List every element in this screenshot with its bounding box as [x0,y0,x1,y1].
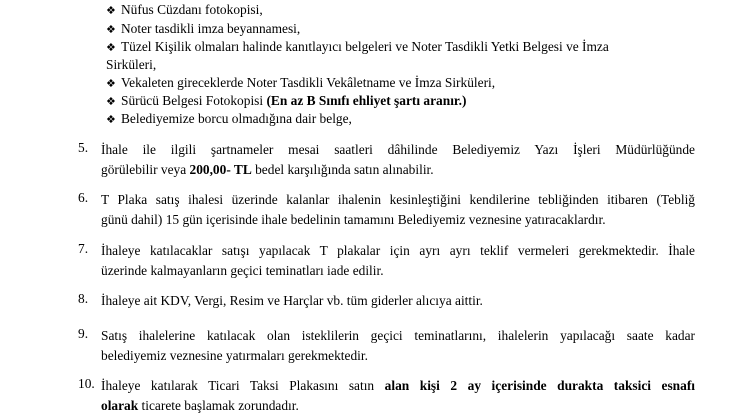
diamond-bullet-icon: ❖ [106,41,116,54]
diamond-bullet-icon: ❖ [106,23,116,36]
clause-text: İhaleye ait KDV, Vergi, Resim ve Harçlar vb. tüm giderler alıcıya aittir. [101,293,483,308]
clause-text: T Plaka satış ihalesi üzerinde kalanlar ihalenin kesinleştiğini kendilerine tebliğinden itibaren (Tebliğ günü dahil) 15 gün içerisinde ihale bedelinin tamamını Belediyemiz veznesine yatıracaklardır. [101,192,695,227]
list-item: ❖ Belediyemize borcu olmadığına dair belge, [106,111,352,126]
clause-number: 7. [78,241,89,256]
diamond-bullet-icon: ❖ [106,95,116,108]
list-item: ❖ Sürücü Belgesi Fotokopisi (En az B Sınıfı ehliyet şartı aranır.) [106,93,467,108]
clause-number: 6. [78,190,89,205]
clause-number: 10. [78,376,95,391]
clause-number: 9. [78,326,89,341]
diamond-bullet-icon: ❖ [106,113,116,126]
clause-number: 5. [78,140,89,155]
clause-text: İhaleye katılacaklar satışı yapılacak T plakalar için ayrı ayrı teklif vermeleri gerekmektedir. İhale üzerinde kalmayanların geçici teminatları iade edilir. [101,243,695,278]
diamond-bullet-icon: ❖ [106,4,116,17]
diamond-bullet-icon: ❖ [106,77,116,90]
list-item: ❖ Tüzel Kişilik olmaları halinde kanıtlayıcı belgeleri ve Noter Tasdikli Yetki Belgesi ve İmza [106,39,609,54]
list-item-continuation: Sirküleri, [106,57,157,72]
clause-text: İhaleye katılarak Ticari Taksi Plakasını satın alan kişi 2 ay içerisinde durakta taksici esnafı olarak ticarete başlamak zorundadır. [101,378,696,413]
clause-text: İhale ile ilgili şartnameler mesai saatleri dâhilinde Belediyemiz Yazı İşleri Müdürlüğünde görülebilir veya 200,00- TL bedel karşılığında satın alınabilir. [101,142,695,177]
list-item: ❖ Vekaleten gireceklerde Noter Tasdikli Vekâletname ve İmza Sirküleri, [106,75,496,90]
list-item: ❖ Noter tasdikli imza beyannamesi, [106,21,301,36]
list-item: ❖ Nüfus Cüzdanı fotokopisi, [106,2,263,17]
clause-text: Satış ihalelerine katılacak olan isteklilerin geçici teminatlarını, ihalelerin yapılacağı saate kadar belediyemiz veznesine yatırmaları gerekmektedir. [101,328,695,363]
clause-number: 8. [78,291,89,306]
